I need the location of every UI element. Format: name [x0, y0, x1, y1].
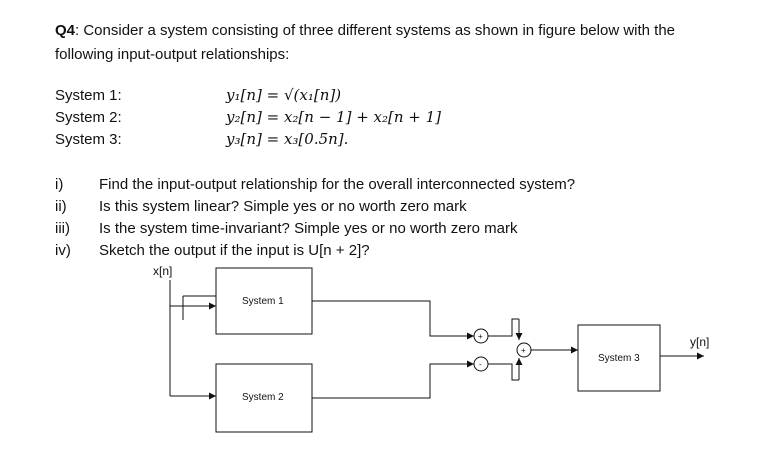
summer-top-sign: +	[478, 332, 483, 341]
system-1-name: System 1:	[55, 87, 122, 104]
item-2-marker: ii)	[55, 198, 67, 215]
item-2-text: Is this system linear? Simple yes or no worth zero mark	[99, 198, 467, 215]
system-2-name: System 2:	[55, 109, 122, 126]
question-label: Q4	[55, 22, 76, 39]
system-1-equation: y₁[n] = √(x₁[n])	[226, 86, 342, 104]
system-3-label: System 3	[598, 353, 640, 364]
output-label: y[n]	[690, 335, 710, 349]
summer-main-sign: +	[521, 346, 526, 355]
sys2-to-sum	[312, 364, 474, 398]
item-1-text: Find the input-output relationship for the overall interconnected system?	[99, 176, 576, 193]
item-3-marker: iii)	[55, 220, 70, 237]
loop-bottom	[488, 364, 519, 380]
loop-top	[488, 319, 519, 336]
system-3-equation: y₃[n] = x₃[0.5n].	[226, 130, 349, 148]
item-4-text: Sketch the output if the input is U[n + 2]?	[99, 242, 370, 259]
question-line-2: following input-output relationships:	[55, 46, 290, 63]
system-1-label: System 1	[242, 296, 284, 307]
system-2-label: System 2	[242, 392, 284, 403]
item-3-text: Is the system time-invariant? Simple yes or no worth zero mark	[99, 220, 518, 237]
sys1-to-sum	[312, 301, 474, 336]
input-label: x[n]	[153, 264, 173, 278]
system-2-equation: y₂[n] = x₂[n − 1] + x₂[n + 1]	[226, 108, 442, 126]
system-3-name: System 3:	[55, 131, 122, 148]
summer-bottom-sign: -	[479, 360, 482, 369]
item-4-marker: iv)	[55, 242, 71, 259]
item-1-marker: i)	[55, 176, 64, 193]
question-text-1: : Consider a system consisting of three different systems as shown in figure below with the	[75, 22, 676, 39]
